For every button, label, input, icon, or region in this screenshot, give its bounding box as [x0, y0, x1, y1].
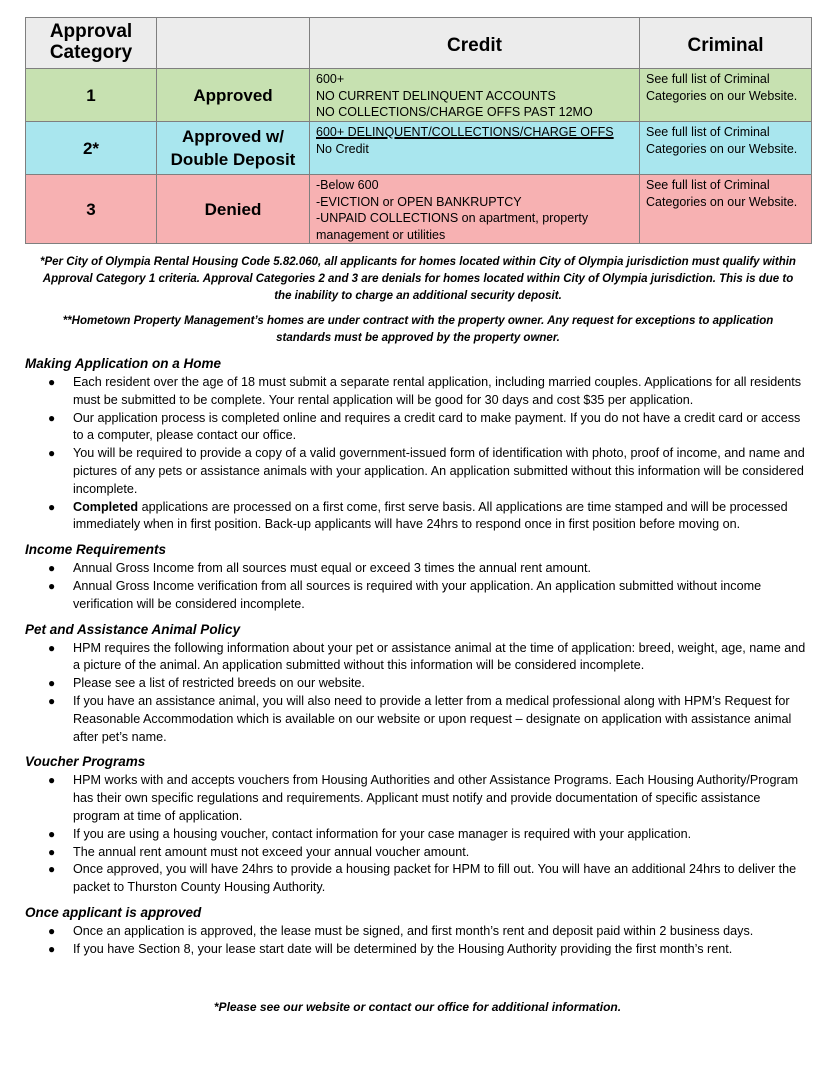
- bullet-icon: ●: [48, 499, 56, 514]
- list-item: ● Annual Gross Income verification from all sources is required with your application. An application submitted without income verification will be considered incomplete.: [48, 578, 762, 611]
- olympia-code-note: *Per City of Olympia Rental Housing Code 5.82.060, all applicants for homes located within City of Olympia jurisdiction must qualify within Approval Category 1 criteria. Approval Categories 2 and 3 are denials for homes located within City of Olympia jurisdiction. This is due to the inability to charge an additional security deposit.: [40, 256, 796, 302]
- list-item: ● Our application process is completed online and requires a credit card to make payment. If you do not have a credit card or access to a computer, please contact our office.: [48, 410, 801, 443]
- credit-line: NO CURRENT DELINQUENT ACCOUNTS: [316, 88, 556, 103]
- category-label: [157, 122, 310, 175]
- list-item: ● Each resident over the age of 18 must submit a separate rental application, including married couples. Applications for all residents must be submitted to be complete. Your rental application will be good for 30 days and cost $35 per application.: [48, 375, 802, 407]
- criminal-criteria: See full list of Criminal Categories on our Website.: [640, 69, 812, 122]
- category-label: Approved: [157, 69, 310, 122]
- category-number: 2*: [26, 122, 157, 175]
- credit-line: -EVICTION or OPEN BANKRUPTCY: [316, 194, 522, 209]
- credit-criteria: [310, 122, 640, 175]
- bullet-icon: ●: [48, 410, 56, 425]
- completed-emphasis: Completed: [73, 499, 139, 514]
- criminal-criteria: See full list of Criminal Categories on our Website.: [640, 175, 812, 244]
- bullet-icon: ●: [48, 844, 56, 859]
- list-item: ● If you have an assistance animal, you will also need to provide a letter from a medical professional along with HPM’s Request for Reasonable Accommodation which is available on our website or upon request – designate on application with assistance animal after pet’s name.: [48, 693, 792, 744]
- criminal-criteria: See full list of Criminal Categories on our Website.: [640, 122, 812, 175]
- footer-note: *Please see our website or contact our office for additional information.: [213, 1000, 622, 1014]
- list-item: ● You will be required to provide a copy of a valid government-issued form of identification with photo, proof of income, and name and pictures of any pets or assistance animals with your application. An application submitted without this information will be considered incomplete.: [48, 446, 805, 496]
- bullet-icon: ●: [48, 941, 56, 956]
- approval-criteria-table: [25, 17, 812, 244]
- list-item: ● HPM requires the following information about your pet or assistance animal at the time of application: breed, weight, age, name and a picture of the animal. An application submitted without this information will be considered incomplete.: [48, 640, 806, 673]
- credit-line: 600+: [316, 72, 345, 86]
- bullet-icon: ●: [48, 561, 56, 576]
- header-credit: Credit: [310, 18, 640, 69]
- credit-line: -Below 600: [316, 178, 379, 192]
- table-row-category-3: [26, 175, 812, 244]
- category-label-line: Double Deposit: [170, 150, 296, 169]
- category-number: 3: [26, 175, 157, 244]
- list-item: ● HPM works with and accepts vouchers from Housing Authorities and other Assistance Programs. Each Housing Authority/Program has their own specific regulations and requirements. Applicant must notify and provide documentation of specific assistance program at time of application.: [48, 773, 799, 823]
- credit-line: NO COLLECTIONS/CHARGE OFFS PAST 12MO: [316, 105, 593, 119]
- bullet-icon: ●: [48, 693, 56, 708]
- bullet-icon: ●: [48, 375, 56, 389]
- section-title-approved: Once applicant is approved: [25, 904, 202, 920]
- section-title-pets: Pet and Assistance Animal Policy: [25, 621, 241, 637]
- credit-line: No Credit: [316, 141, 369, 156]
- income-list: [25, 560, 810, 613]
- bullet-icon: ●: [48, 676, 56, 691]
- list-item: ● If you are using a housing voucher, contact information for your case manager is required with your application.: [25, 826, 810, 844]
- list-item: ● If you have Section 8, your lease start date will be determined by the Housing Authority providing the first month’s rent.: [25, 941, 810, 959]
- list-item: ● Once approved, you will have 24hrs to provide a housing packet for HPM to fill out. You will have an additional 24hrs to deliver the packet to Thurston County Housing Authority.: [48, 862, 797, 895]
- credit-line: 600+ DELINQUENT/COLLECTIONS/CHARGE OFFS: [316, 125, 614, 139]
- bullet-icon: ●: [48, 578, 56, 593]
- list-item: ● Completed applications are processed on a first come, first serve basis. All applications are time stamped and will be processed immediately when in first position. Back-up applicants will have 24hrs to respond once in first position before moving on.: [48, 499, 788, 532]
- bullet-icon: ●: [48, 773, 56, 788]
- bullet-icon: ●: [48, 923, 56, 938]
- bullet-icon: ●: [48, 640, 56, 655]
- header-blank: [157, 18, 310, 69]
- bullet-icon: ●: [48, 446, 56, 461]
- table-row-category-1: [26, 69, 812, 122]
- application-list: [25, 374, 810, 534]
- section-title-income: Income Requirements: [25, 542, 167, 558]
- section-title-voucher: Voucher Programs: [25, 754, 146, 770]
- list-item: ● Please see a list of restricted breeds on our website.: [25, 675, 810, 693]
- category-label: Denied: [157, 175, 310, 244]
- list-item: ● Once an application is approved, the lease must be signed, and first month’s rent and deposit paid within 2 business days.: [25, 923, 810, 941]
- credit-line: -UNPAID COLLECTIONS on apartment, property management or utilities: [316, 211, 589, 242]
- pets-list: [25, 640, 810, 747]
- credit-criteria: [310, 175, 640, 244]
- header-approval-category: Approval Category: [26, 18, 157, 69]
- category-label-line: Approved w/: [181, 127, 284, 146]
- policy-sections: [25, 353, 810, 966]
- voucher-list: [25, 772, 810, 897]
- section-title-application: Making Application on a Home: [25, 356, 222, 371]
- credit-criteria: [310, 69, 640, 122]
- header-criminal: Criminal: [640, 18, 812, 69]
- table-row-category-2: [26, 122, 812, 175]
- list-item: ● Annual Gross Income from all sources must equal or exceed 3 times the annual rent amount.: [25, 560, 810, 578]
- list-item: ● The annual rent amount must not exceed your annual voucher amount.: [25, 844, 810, 862]
- category-number: 1: [26, 69, 157, 122]
- approved-list: [25, 923, 810, 959]
- bullet-icon: ●: [48, 862, 56, 877]
- owner-exception-note: **Hometown Property Management’s homes are under contract with the property owner. Any request for exceptions to application standards must be approved by the property owner.: [62, 315, 774, 344]
- bullet-icon: ●: [48, 826, 56, 841]
- table-header-row: [26, 18, 812, 69]
